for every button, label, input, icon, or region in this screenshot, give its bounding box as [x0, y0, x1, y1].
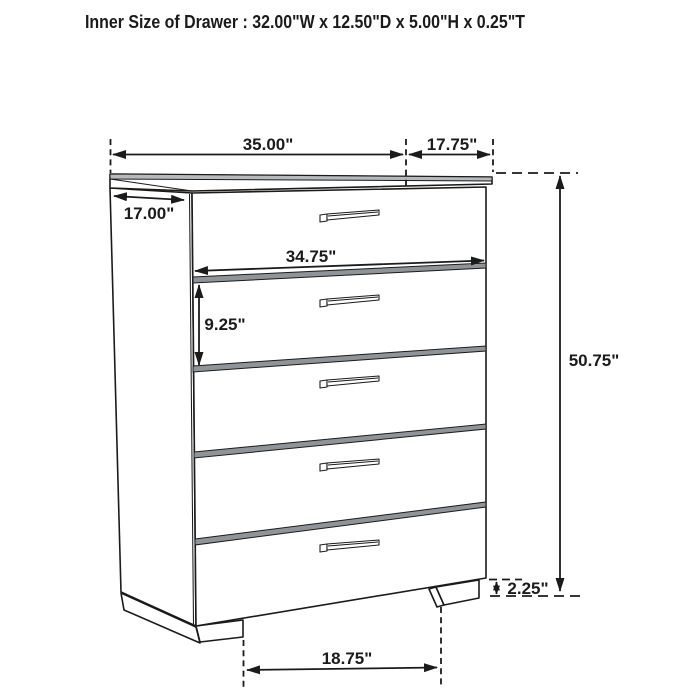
- dim-feet-gap-label: 18.75": [321, 649, 373, 668]
- dim-drawer-width-label: 34.75": [285, 247, 337, 266]
- front-panel: [192, 187, 486, 626]
- side-panel: [110, 188, 196, 626]
- dim-side-depth-label: 17.00": [123, 204, 175, 223]
- dim-feet-gap: [244, 607, 442, 687]
- dim-top-depth: [409, 135, 493, 172]
- dim-top-depth-label: 17.75": [426, 135, 478, 154]
- chest-drawing: [110, 174, 492, 643]
- dim-drawer-height-label: 9.25": [204, 315, 246, 334]
- diagram-title: Inner Size of Drawer : 32.00"W x 12.50"D x 5.00"H x 0.25"T: [85, 12, 526, 32]
- dim-overall-height-label: 50.75": [568, 351, 620, 370]
- dim-top-width-label: 35.00": [242, 135, 294, 154]
- dim-base-height-label: 2.25": [507, 579, 549, 598]
- dim-overall-height: [490, 173, 619, 596]
